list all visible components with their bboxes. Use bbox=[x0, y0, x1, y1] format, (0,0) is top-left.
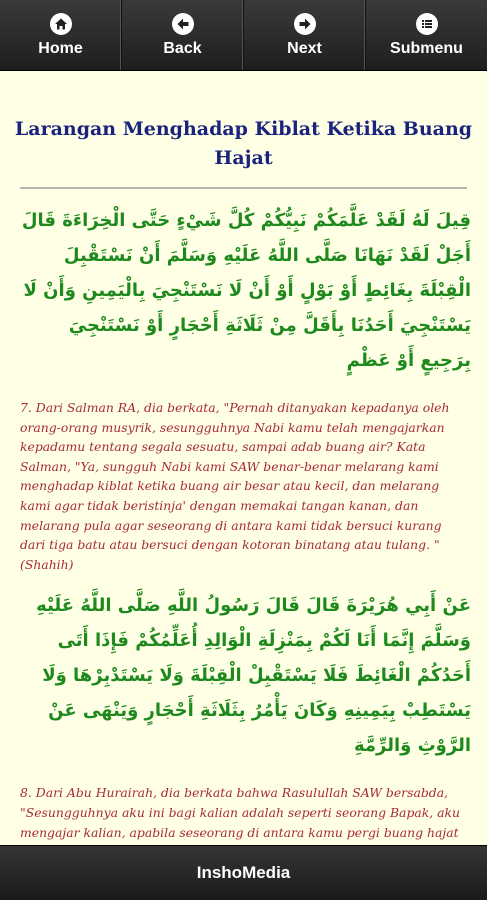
arabic-text-1: قِيلَ لَهُ لَقَدْ عَلَّمَكُمْ نَبِيُّكُمْ كُلَّ شَيْءٍ حَتَّى الْخِرَاءَةَ قَالَ أَجَلْ لَقَدْ نَهَانَا صَلَّى اللَّهُ عَلَيْهِ وَسَلَّمَ أَنْ نَسْتَقْبِلَ الْقِبْلَةَ بِغَائِطٍ أَوْ بَوْلٍ أَوْ أَنْ لَا نَسْتَنْجِيَ بِالْيَمِينِ وَأَنْ لَا يَسْتَنْجِيَ أَحَدُنَا بِأَقَلَّ مِنْ ثَلَاثَةِ أَحْجَارٍ أَوْ نَسْتَنْجِيَ بِرَجِيعٍ أَوْ عَظْمٍ bbox=[21, 210, 471, 371]
arrow-right-icon bbox=[294, 13, 316, 35]
submenu-label: Submenu bbox=[390, 39, 463, 57]
next-button[interactable] bbox=[244, 0, 366, 70]
home-icon bbox=[50, 13, 72, 35]
list-icon bbox=[416, 13, 438, 35]
page-title: Larangan Menghadap Kiblat Ketika Buang Hajat bbox=[14, 118, 473, 169]
top-navigation-bar bbox=[0, 0, 487, 71]
submenu-button[interactable] bbox=[366, 0, 487, 70]
hadith-translation-7: 7. Dari Salman RA, dia berkata, "Pernah ditanyakan kepadanya oleh orang-orang musyrik, sesungguhnya Nabi kamu telah mengajarkan kepadamu tentang segala sesuatu, sampai adab buang air? Kata Salman, "Ya, sungguh Nabi kami SAW benar-benar melarang kami menghadap kiblat ketika buang air besar atau kecil, dan melarang kami agar tidak beristinja' dengan memakai tangan kanan, dan melarang pula agar seseorang di antara kami tidak bersuci kurang dari tiga batu atau bersuci dengan kotoran binatang atau tulang. " (Shahih) bbox=[20, 400, 450, 572]
home-button[interactable] bbox=[0, 0, 122, 70]
back-button[interactable] bbox=[122, 0, 244, 70]
arrow-left-icon bbox=[172, 13, 194, 35]
back-label: Back bbox=[163, 39, 202, 57]
home-label: Home bbox=[38, 39, 83, 57]
hadith-translation-8: 8. Dari Abu Hurairah, dia berkata bahwa Rasulullah SAW bersabda, "Sesungguhnya aku ini bagi kalian adalah seperti seorang Bapak, aku mengajar kalian, apabila seseorang di antara kamu pergi buang hajat bbox=[20, 785, 461, 840]
footer-brand: InshoMedia bbox=[196, 863, 291, 882]
next-label: Next bbox=[287, 39, 322, 57]
footer-bar bbox=[0, 845, 487, 900]
arabic-text-2: عَنْ أَبِي هُرَيْرَةَ قَالَ قَالَ رَسُولُ اللَّهِ صَلَّى اللَّهُ عَلَيْهِ وَسَلَّمَ إِنَّمَا أَنَا لَكُمْ بِمَنْزِلَةِ الْوَالِدِ أُعَلِّمُكُمْ فَإِذَا أَتَى أَحَدُكُمْ الْغَائِطَ فَلَا يَسْتَقْبِلْ الْقِبْلَةَ وَلَا يَسْتَدْبِرْهَا وَلَا يَسْتَطِبْ بِيَمِينِهِ وَكَانَ يَأْمُرُ بِثَلَاثَةِ أَحْجَارٍ وَيَنْهَى عَنْ الرَّوْثِ وَالرِّمَّةِ bbox=[36, 595, 471, 757]
content-area[interactable] bbox=[0, 71, 487, 846]
title-divider bbox=[20, 187, 467, 189]
